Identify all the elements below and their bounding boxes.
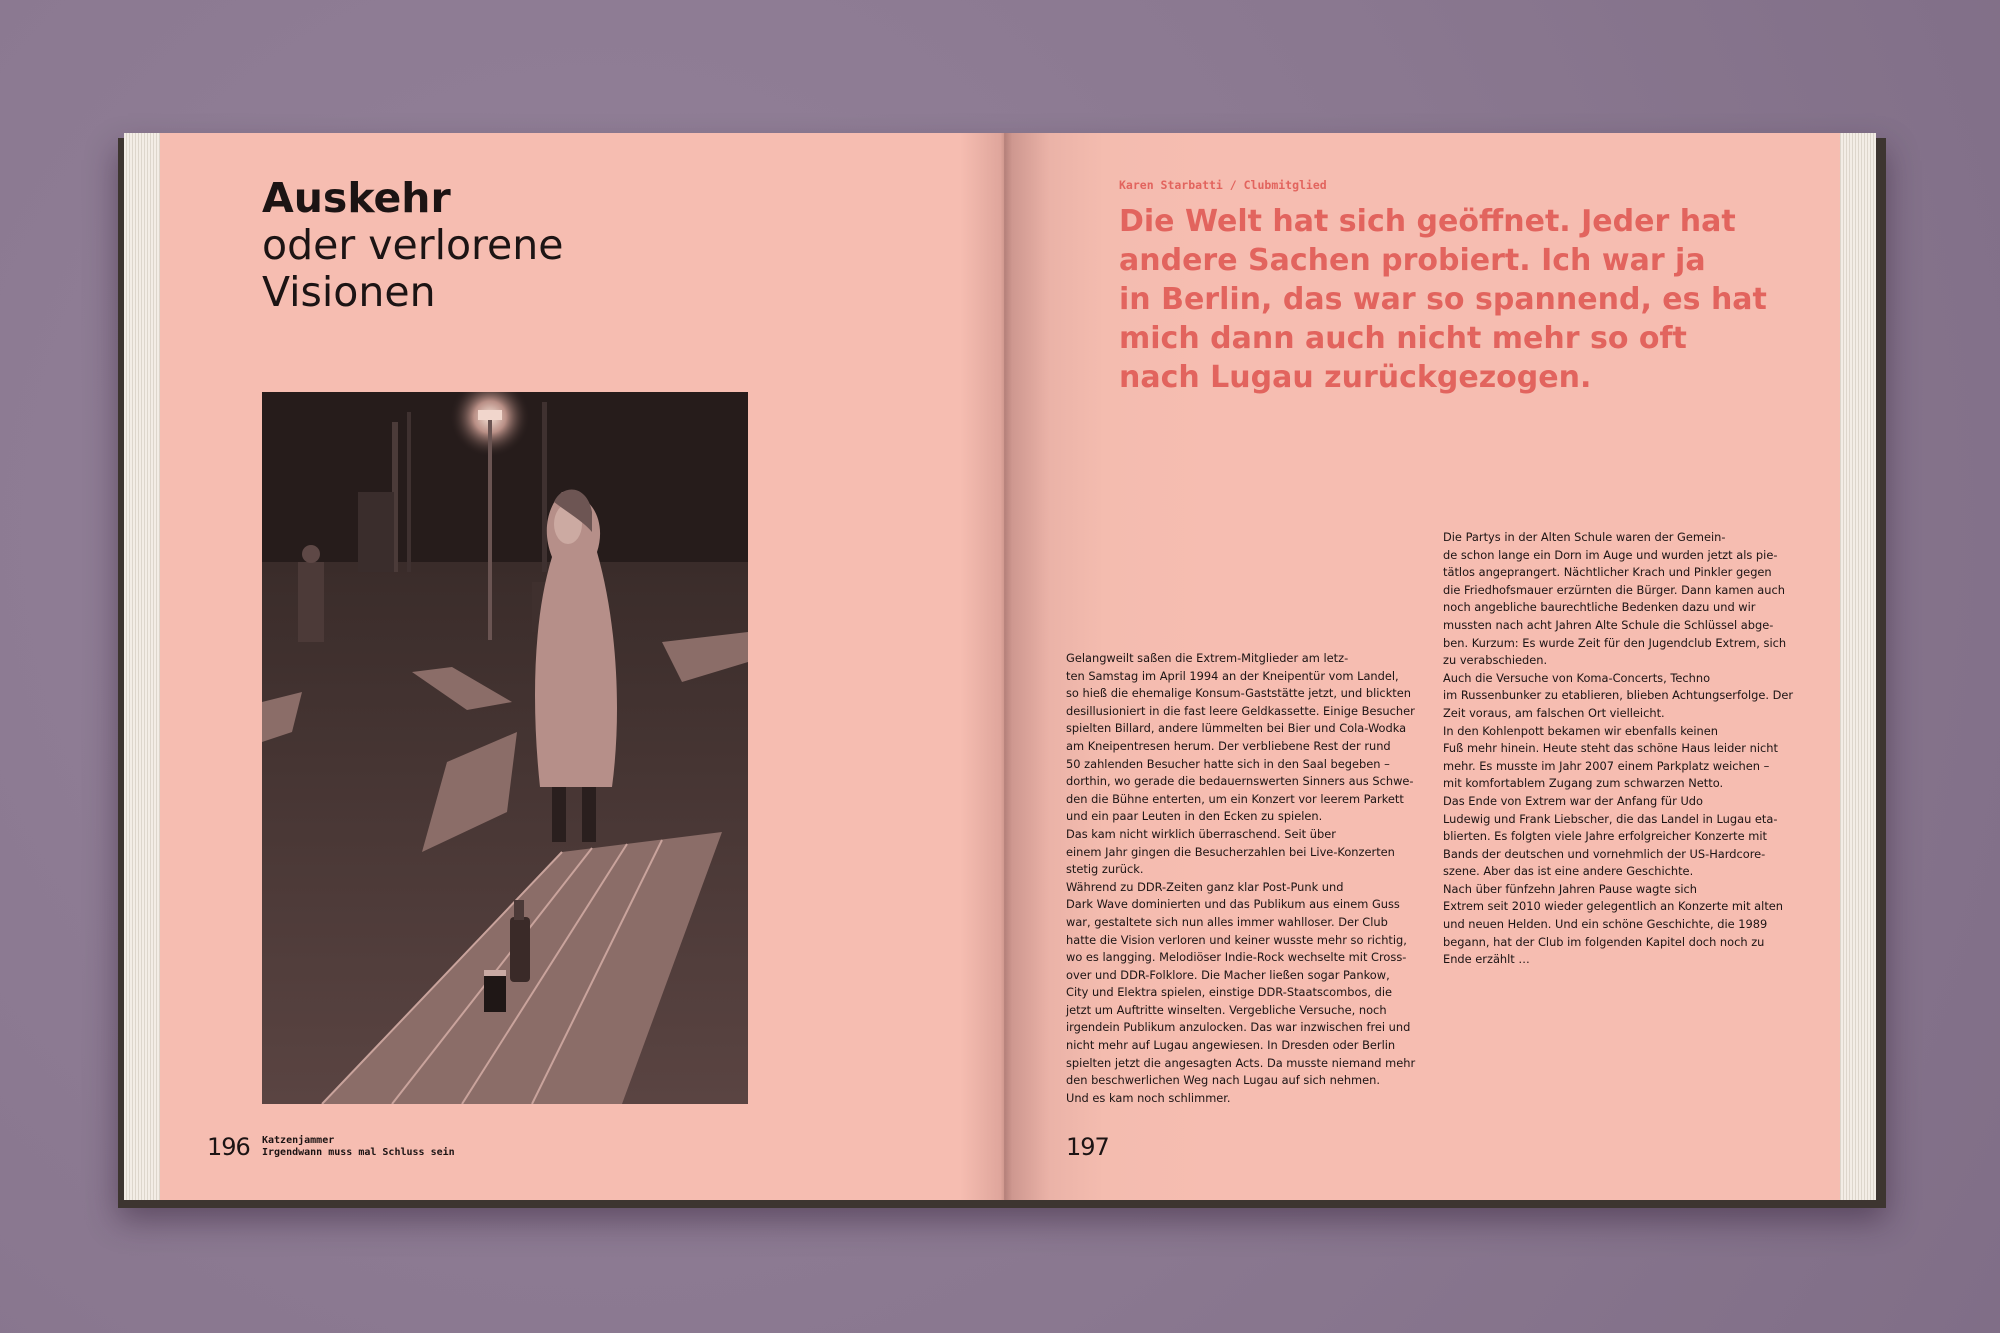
body-text-line: mit komfortablem Zugang zum schwarzen Netto. bbox=[1443, 776, 1724, 791]
pull-quote bbox=[1119, 202, 1767, 397]
body-text-line: einem Jahr gingen die Besucherzahlen bei Live-Konzerten bbox=[1066, 844, 1395, 859]
quote-line: mich dann auch nicht mehr so oft bbox=[1119, 321, 1687, 356]
body-text-line: mussten nach acht Jahren Alte Schule die Schlüssel abge- bbox=[1443, 617, 1774, 632]
body-text-line: Und es kam noch schlimmer. bbox=[1066, 1090, 1231, 1105]
chapter-title bbox=[262, 175, 563, 316]
body-text-line: City und Elektra spielen, einstige DDR-Staatscombos, die bbox=[1066, 985, 1393, 1000]
quote-author: Karen Starbatti / Clubmitglied bbox=[1119, 178, 1327, 192]
body-text-line: Zeit voraus, am falschen Ort vielleicht. bbox=[1443, 705, 1665, 720]
page-edges-right bbox=[1840, 133, 1876, 1200]
body-text-line: am Kneipentresen herum. Der verbliebene Rest der rund bbox=[1066, 738, 1391, 753]
body-text-line: mehr. Es musste im Jahr 2007 einem Parkplatz weichen – bbox=[1443, 758, 1770, 773]
body-text-line: die Friedhofsmauer erzürnten die Bürger. Dann kamen auch bbox=[1443, 582, 1785, 597]
body-text-line: over und DDR-Folklore. Die Macher ließen sogar Pankow, bbox=[1066, 967, 1390, 982]
running-footer bbox=[262, 1135, 455, 1159]
body-text-line: wo es langging. Melodiöser Indie-Rock wechselte mit Cross- bbox=[1066, 950, 1407, 965]
page-edges-left bbox=[124, 133, 160, 1200]
body-text-line: Ludewig und Frank Liebscher, die das Landel in Lugau eta- bbox=[1443, 811, 1778, 826]
body-text-line: zu verabschieden. bbox=[1443, 653, 1548, 668]
footer-subtitle: Irgendwann muss mal Schluss sein bbox=[262, 1147, 455, 1158]
body-text-line: nicht mehr auf Lugau angewiesen. In Dresden oder Berlin bbox=[1066, 1038, 1396, 1053]
body-text-line: spielten Billard, andere lümmelten bei Bier und Cola-Wodka bbox=[1066, 721, 1407, 736]
body-text-line: dorthin, wo gerade die bedauernswerten Sinners aus Schwe- bbox=[1066, 774, 1414, 789]
quote-line: in Berlin, das war so spannend, es hat bbox=[1119, 282, 1767, 317]
quote-line: Die Welt hat sich geöffnet. Jeder hat bbox=[1119, 204, 1736, 239]
body-text-line: Extrem seit 2010 wieder gelegentlich an Konzerte mit alten bbox=[1443, 899, 1784, 914]
body-text-line: Das Ende von Extrem war der Anfang für Udo bbox=[1443, 793, 1703, 808]
body-text-line: Fuß mehr hinein. Heute steht das schöne Haus leider nicht bbox=[1443, 741, 1778, 756]
body-text-line: spielten jetzt die angesagten Acts. Da musste niemand mehr bbox=[1066, 1055, 1416, 1070]
title-bold: Auskehr bbox=[262, 174, 451, 222]
body-text-line: und ein paar Leuten in den Ecken zu spielen. bbox=[1066, 809, 1323, 824]
body-column-1 bbox=[1066, 650, 1416, 1107]
body-text-line: Ende erzählt … bbox=[1443, 952, 1530, 967]
night-party-photo bbox=[262, 392, 748, 1104]
body-text-line: hatte die Vision verloren und keiner wusste mehr so richtig, bbox=[1066, 932, 1407, 947]
body-text-line: jetzt um Auftritte winselten. Vergebliche Versuche, noch bbox=[1066, 1002, 1387, 1017]
footer-chapter: Katzenjammer bbox=[262, 1135, 335, 1146]
body-text-line: Die Partys in der Alten Schule waren der Gemein- bbox=[1443, 530, 1726, 544]
body-text-line: so hieß die ehemalige Konsum-Gaststätte jetzt, und blickten bbox=[1066, 686, 1411, 701]
body-text-line: war, gestaltete sich nun alles immer wahlloser. Der Club bbox=[1066, 914, 1388, 929]
body-text-line: In den Kohlenpott bekamen wir ebenfalls keinen bbox=[1443, 723, 1719, 738]
page-number-left: 196 bbox=[207, 1133, 250, 1161]
body-text-line: Dark Wave dominierten und das Publikum aus einem Guss bbox=[1066, 897, 1400, 912]
body-text-line: de schon lange ein Dorn im Auge und wurden jetzt als pie- bbox=[1443, 547, 1778, 562]
photo-illustration bbox=[262, 392, 748, 1104]
body-text-line: und neuen Helden. Und ein schöne Geschichte, die 1989 bbox=[1443, 917, 1768, 932]
title-line-3: Visionen bbox=[262, 268, 436, 316]
body-text-line: blierten. Es folgten viele Jahre erfolgreicher Konzerte mit bbox=[1443, 829, 1767, 844]
body-text-line: den beschwerlichen Weg nach Lugau auf sich nehmen. bbox=[1066, 1073, 1380, 1088]
body-text-line: noch angebliche baurechtliche Bedenken dazu und wir bbox=[1443, 600, 1756, 615]
body-text-line: stetig zurück. bbox=[1066, 862, 1144, 877]
body-column-2 bbox=[1443, 529, 1793, 969]
body-text-line: Das kam nicht wirklich überraschend. Seit über bbox=[1066, 826, 1336, 841]
title-line-2: oder verlorene bbox=[262, 221, 564, 269]
body-text-line: szene. Aber das ist eine andere Geschichte. bbox=[1443, 864, 1694, 879]
body-text-line: desillusioniert in die fast leere Geldkassette. Einige Besucher bbox=[1066, 703, 1415, 718]
body-text-line: ben. Kurzum: Es wurde Zeit für den Jugendclub Extrem, sich bbox=[1443, 635, 1787, 650]
body-text-line: 50 zahlenden Besucher hatte sich in den Saal begeben – bbox=[1066, 756, 1390, 771]
body-text-line: Auch die Versuche von Koma-Concerts, Techno bbox=[1443, 670, 1711, 685]
body-text-line: tätlos angeprangert. Nächtlicher Krach und Pinkler gegen bbox=[1443, 565, 1772, 580]
body-text-line: Bands der deutschen und vornehmlich der US-Hardcore- bbox=[1443, 846, 1766, 861]
body-text-line: Während zu DDR-Zeiten ganz klar Post-Punk und bbox=[1066, 879, 1344, 894]
body-text-line: Nach über fünfzehn Jahren Pause wagte sich bbox=[1443, 881, 1698, 896]
body-text-line: den die Bühne enterten, um ein Konzert vor leerem Parkett bbox=[1066, 791, 1404, 806]
body-text-line: Gelangweilt saßen die Extrem-Mitglieder am letz- bbox=[1066, 651, 1349, 665]
body-text-line: begann, hat der Club im folgenden Kapitel doch noch zu bbox=[1443, 934, 1765, 949]
body-text-line: irgendein Publikum anzulocken. Das war inzwischen frei und bbox=[1066, 1020, 1411, 1035]
page-number-right: 197 bbox=[1066, 1133, 1109, 1161]
body-text-line: ten Samstag im April 1994 an der Kneipentür vom Landel, bbox=[1066, 668, 1399, 683]
quote-line: nach Lugau zurückgezogen. bbox=[1119, 360, 1592, 395]
quote-line: andere Sachen probiert. Ich war ja bbox=[1119, 243, 1706, 278]
body-text-line: im Russenbunker zu etablieren, blieben Achtungserfolge. Der bbox=[1443, 688, 1794, 703]
